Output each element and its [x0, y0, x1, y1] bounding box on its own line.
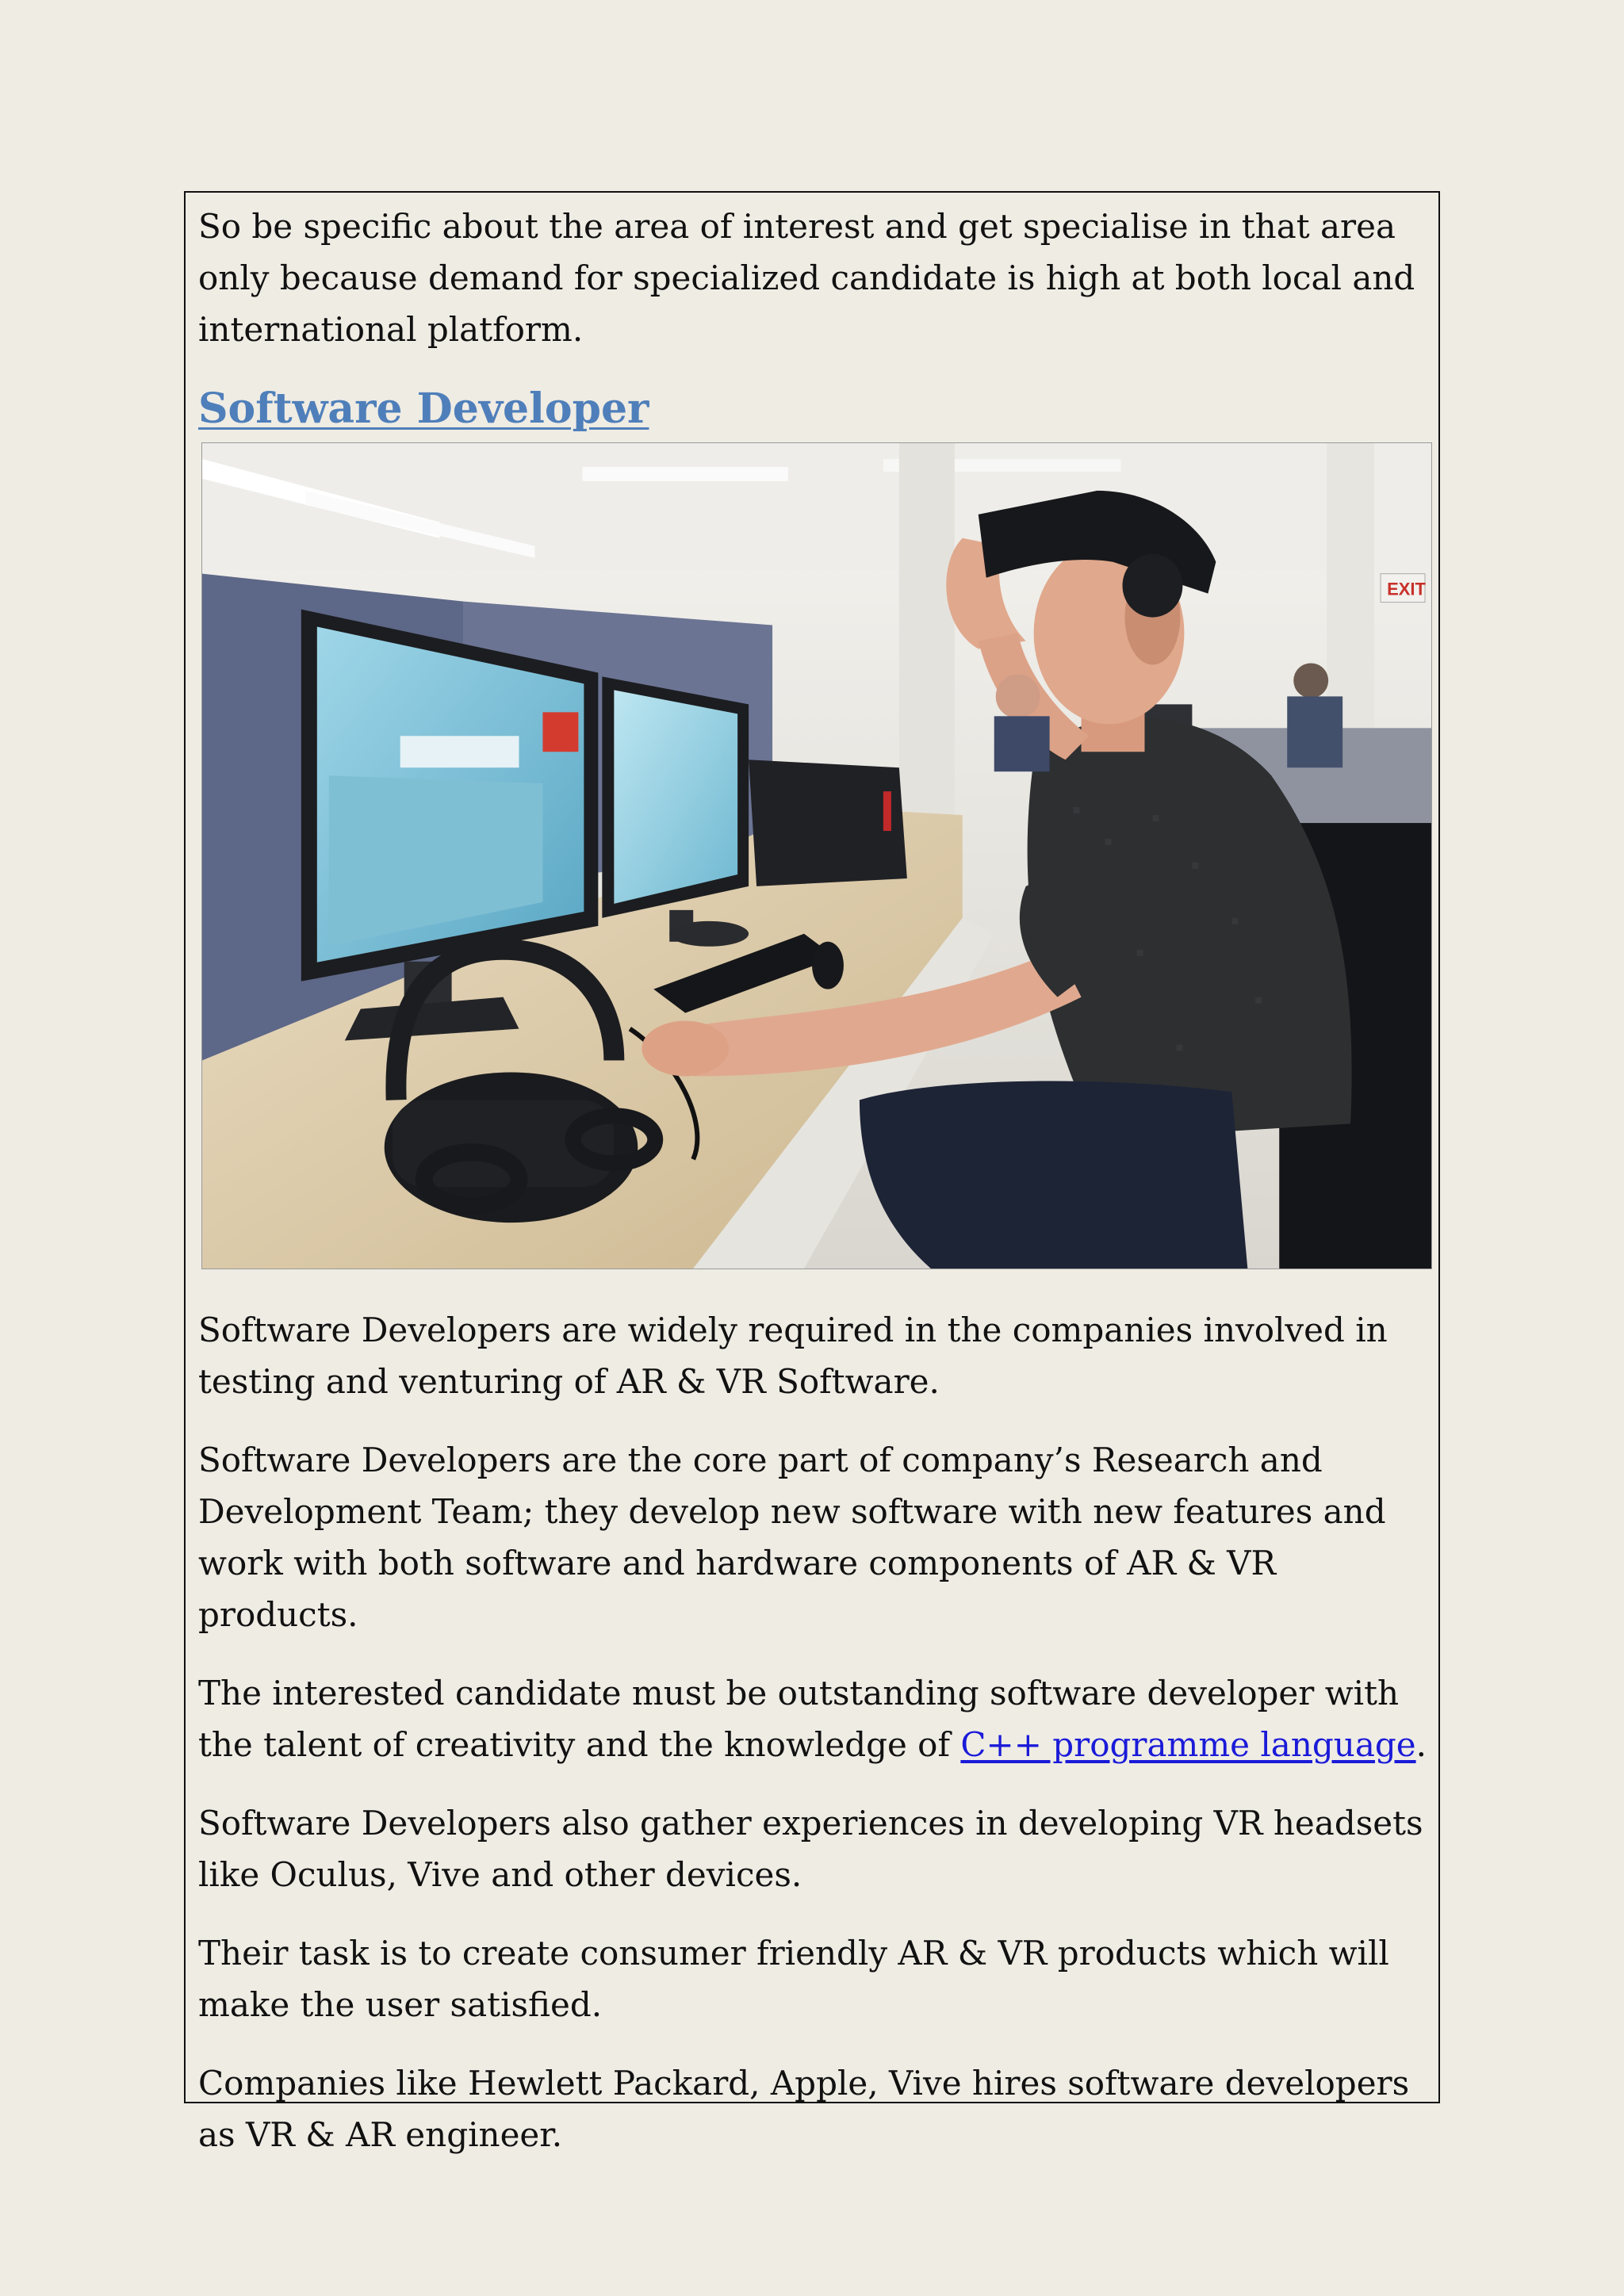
paragraph-5: Their task is to create consumer friendly AR & VR products which will make the user satisfied. — [198, 1934, 1389, 2024]
paragraph-4: Software Developers also gather experiences in developing VR headsets like Oculus, Vive and other devices. — [198, 1804, 1423, 1894]
photo-illustration — [202, 443, 1431, 1269]
vr-developer-photo — [201, 442, 1432, 1269]
paragraph-6: Companies like Hewlett Packard, Apple, Vive hires software developers as VR & AR engineer. — [198, 2064, 1410, 2154]
paragraph-3 — [198, 1667, 1435, 1770]
paragraph-2: Software Developers are the core part of company’s Research and Development Team; they develop new software with new features and work with both software and hardware components of AR & VR products. — [198, 1441, 1386, 1634]
paragraph-3-end: . — [1415, 1725, 1427, 1764]
document-frame — [184, 191, 1440, 2154]
exit-sign: EXIT — [1387, 579, 1426, 599]
section-heading: Software Developer — [198, 385, 649, 433]
cpp-language-link[interactable]: C++ programme language — [960, 1725, 1416, 1764]
paragraph-1: Software Developers are widely required in the companies involved in testing and venturing of AR & VR Software. — [198, 1311, 1388, 1401]
paragraph-3-text: The interested candidate must be outstanding software developer with the talent of creativity and the knowledge of — [198, 1674, 1400, 1764]
document-content — [198, 201, 1435, 2160]
intro-paragraph: So be specific about the area of interest and get specialise in that area only because demand for specialized candidate is high at both local and international platform. — [198, 207, 1415, 349]
